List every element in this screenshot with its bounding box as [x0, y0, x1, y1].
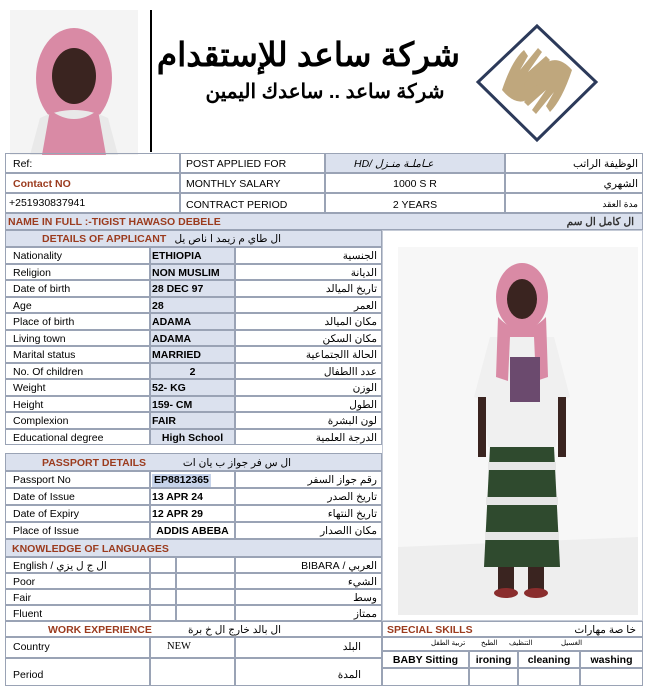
skill-ar-label: تربية الطفل: [431, 640, 466, 647]
passport-field-label: Passport No: [13, 474, 71, 486]
applicant-ar-cell: [235, 280, 382, 297]
language-check-cell: [176, 557, 235, 573]
applicant-ar-cell: [235, 346, 382, 363]
applicant-field-label-ar: مكان السكن: [322, 333, 377, 345]
applicant-value-cell: [150, 346, 235, 363]
company-slogan: شركة ساعد .. ساعدك اليمين: [205, 81, 445, 103]
applicant-field-value: NON MUSLIM: [152, 267, 220, 279]
applicant-label-cell: [5, 297, 150, 313]
applicant-ar-cell: [235, 247, 382, 264]
language-check-cell: [150, 557, 176, 573]
skill-cell: [518, 651, 580, 668]
skill-ar-label: الطبخ: [481, 640, 498, 647]
applicant-field-value: FAIR: [152, 415, 176, 427]
passport-section-title: PASSPORT DETAILS: [42, 457, 147, 469]
language-level-label: Poor: [13, 576, 36, 588]
applicant-label-cell: [5, 280, 150, 297]
post-value-cell: [325, 153, 505, 173]
passport-ar-cell: [235, 471, 382, 488]
post-label-ar-cell: [505, 153, 643, 173]
company-name: شركة ساعد للإستقدام: [156, 36, 460, 73]
language-label-cell: [5, 605, 150, 621]
post-label-cell: [180, 153, 325, 173]
passport-field-label-ar: تاريخ النتهاء: [327, 508, 377, 520]
passport-field-value: 13 APR 24: [152, 491, 203, 503]
applicant-field-label: Weight: [13, 382, 46, 394]
post-label: POST APPLIED FOR: [186, 158, 287, 170]
applicant-field-label: Complexion: [13, 415, 69, 427]
passport-field-value: 12 APR 29: [152, 508, 203, 520]
language-check-cell: [176, 589, 235, 605]
passport-section-header: [5, 453, 382, 471]
applicant-field-label: Marital status: [13, 349, 76, 361]
applicant-value-cell: [150, 379, 235, 396]
skill-ar-label: الغسيل: [561, 640, 583, 647]
applicant-value-cell: [150, 330, 235, 346]
applicant-field-label-ar: الوزن: [352, 382, 377, 394]
applicant-value-cell: [150, 313, 235, 330]
applicant-ar-cell: [235, 429, 382, 445]
contact-cell: [5, 173, 180, 193]
applicant-ar-cell: [235, 363, 382, 379]
language-check-cell: [150, 589, 176, 605]
applicant-field-value: MARRIED: [152, 349, 201, 361]
work-country-ar: البلد: [342, 641, 361, 653]
post-value: HD/ عـاملـة منـزل: [354, 158, 434, 170]
salary-label-ar: الشهري: [603, 178, 638, 190]
ref-label: Ref:: [13, 158, 33, 170]
applicant-label-cell: [5, 363, 150, 379]
skill-check-cell: [469, 668, 518, 686]
work-country-label: Country: [13, 641, 50, 653]
contact-label: Contact NO: [13, 178, 71, 190]
applicant-field-label: Height: [13, 399, 44, 411]
skill-label: cleaning: [527, 654, 571, 666]
period-value: 2 YEARS: [392, 199, 438, 211]
applicant-field-label-ar: الديانة: [350, 267, 377, 279]
applicant-value-cell: [150, 429, 235, 445]
passport-value-cell: [150, 505, 235, 522]
full-name-ar: ال كامل ال سم: [566, 216, 634, 228]
applicant-ar-cell: [235, 297, 382, 313]
passport-label-cell: [5, 522, 150, 539]
skill-label: BABY Sitting: [392, 654, 459, 666]
work-country-value: NEW: [167, 641, 191, 652]
salary-value: 1000 S R: [393, 178, 437, 190]
skills-section-title: SPECIAL SKILLS: [387, 624, 473, 636]
applicant-field-label: Religion: [13, 267, 51, 279]
work-period-ar: المدة: [337, 669, 361, 681]
work-section-header: [5, 621, 382, 637]
passport-field-label-ar: رقم جواز السفر: [307, 474, 377, 486]
language-level-label-ar: ممتاز: [353, 608, 377, 620]
language-check-cell: [150, 605, 176, 621]
phone-number: +251930837941: [9, 197, 86, 209]
applicant-field-value: High School: [161, 432, 224, 444]
skill-check-cell: [518, 668, 580, 686]
applicant-field-value: 28: [152, 300, 164, 312]
applicant-field-label-ar: عدد االطفال: [323, 366, 377, 378]
applicant-field-label-ar: تاريخ الميالد: [325, 283, 377, 295]
language-ar-cell: [235, 605, 382, 621]
applicant-field-label-ar: الجنسية: [342, 250, 377, 262]
applicant-label-cell: [5, 346, 150, 363]
language-check-cell: [176, 573, 235, 589]
applicant-field-label-ar: الحالة االجتماعية: [305, 349, 377, 361]
applicant-field-label-ar: الطول: [349, 399, 377, 411]
applicant-ar-cell: [235, 264, 382, 280]
language-label-cell: [5, 589, 150, 605]
skill-cell: [382, 651, 469, 668]
applicant-label-cell: [5, 429, 150, 445]
language-level-label-ar: وسط: [353, 592, 377, 604]
skill-ar-label: التنظيف: [509, 640, 533, 647]
language-ar-cell: [235, 589, 382, 605]
language-level-label: English / ال ج ل يزي: [13, 560, 107, 572]
applicant-label-cell: [5, 330, 150, 346]
skill-cell: [580, 651, 643, 668]
language-level-label: Fluent: [13, 608, 43, 620]
passport-ar-cell: [235, 522, 382, 539]
applicant-section-header: [5, 230, 382, 247]
applicant-field-label-ar: العمر: [353, 300, 377, 312]
passport-value-cell: [150, 522, 235, 539]
applicant-value-cell: [150, 363, 235, 379]
passport-label-cell: [5, 471, 150, 488]
passport-field-label: Place of Issue: [13, 525, 79, 537]
hands-logo-icon: [472, 20, 602, 145]
applicant-label-cell: [5, 379, 150, 396]
language-check-cell: [150, 573, 176, 589]
language-label-cell: [5, 573, 150, 589]
language-level-label-ar: الشيء: [347, 576, 377, 588]
language-label-cell: [5, 557, 150, 573]
applicant-field-value: 2: [189, 366, 196, 378]
salary-label: MONTHLY SALARY: [186, 178, 281, 190]
applicant-ar-cell: [235, 412, 382, 429]
applicant-value-cell: [150, 412, 235, 429]
work-country-value-cell: [150, 637, 235, 658]
applicant-ar-cell: [235, 330, 382, 346]
passport-value-cell: [150, 471, 235, 488]
language-check-cell: [176, 605, 235, 621]
applicant-section-title: DETAILS OF APPLICANT: [42, 233, 167, 245]
period-value-cell: [325, 193, 505, 213]
applicant-field-label: Educational degree: [13, 432, 104, 444]
applicant-field-value: ADAMA: [152, 333, 192, 345]
period-label-ar-cell: [505, 193, 643, 213]
work-section-title-ar: ال بالد خارج ال خ برة: [187, 624, 281, 636]
work-section-title: WORK EXPERIENCE: [48, 624, 152, 636]
applicant-field-value: ADAMA: [152, 316, 192, 328]
applicant-label-cell: [5, 264, 150, 280]
work-period-value-cell: [150, 658, 235, 686]
phone-cell: [5, 193, 180, 213]
header-divider: [150, 10, 152, 152]
applicant-value-cell: [150, 264, 235, 280]
salary-value-cell: [325, 173, 505, 193]
languages-section-header: [5, 539, 382, 557]
language-level-label: Fair: [13, 592, 32, 604]
applicant-section-title-ar: ال طاي م زيمد ا ناص يل: [174, 233, 281, 245]
salary-label-ar-cell: [505, 173, 643, 193]
applicant-label-cell: [5, 412, 150, 429]
applicant-field-label: Place of birth: [13, 316, 75, 328]
skills-section-title-ar: خا صة مهارات: [574, 624, 636, 636]
ref-cell: [5, 153, 180, 173]
salary-label-cell: [180, 173, 325, 193]
applicant-ar-cell: [235, 396, 382, 412]
applicant-ar-cell: [235, 379, 382, 396]
applicant-field-label-ar: الدرجة العلمية: [315, 432, 377, 444]
passport-field-label-ar: تاريخ الصدر: [327, 491, 377, 503]
applicant-field-label: Age: [13, 300, 32, 312]
skill-cell: [469, 651, 518, 668]
skill-check-cell: [382, 668, 469, 686]
applicant-value-cell: [150, 247, 235, 264]
applicant-field-label: No. Of children: [13, 366, 84, 378]
applicant-field-label: Date of birth: [13, 283, 71, 295]
applicant-field-label-ar: مكان الميالد: [324, 316, 377, 328]
work-country-ar-cell: [235, 637, 382, 658]
applicant-label-cell: [5, 396, 150, 412]
skill-label: washing: [590, 654, 633, 666]
languages-section-title: KNOWLEDGE OF LANGUAGES: [12, 543, 169, 555]
passport-value-cell: [150, 488, 235, 505]
applicant-label-cell: [5, 247, 150, 264]
applicant-field-value: ETHIOPIA: [152, 250, 202, 262]
work-period-ar-cell: [235, 658, 382, 686]
skill-check-cell: [580, 668, 643, 686]
passport-ar-cell: [235, 488, 382, 505]
applicant-value-cell: [150, 297, 235, 313]
applicant-field-label: Living town: [13, 333, 66, 345]
passport-ar-cell: [235, 505, 382, 522]
language-ar-cell: [235, 573, 382, 589]
skills-section-header: [382, 621, 643, 637]
applicant-value-cell: [150, 396, 235, 412]
post-label-ar: الوظيفة الراتب: [573, 158, 638, 170]
work-country-label-cell: [5, 637, 150, 658]
passport-field-value: ADDIS ABEBA: [156, 525, 229, 537]
applicant-value-cell: [150, 280, 235, 297]
skill-label: ironing: [475, 654, 512, 666]
work-period-label: Period: [13, 669, 44, 681]
passport-field-label: Date of Issue: [13, 491, 75, 503]
applicant-photo-full: [398, 247, 638, 615]
period-label-cell: [180, 193, 325, 213]
language-level-label-ar: العربي / BIBARA: [301, 560, 377, 572]
passport-section-title-ar: ال س فر جواز ب يان ات: [182, 457, 291, 469]
applicant-label-cell: [5, 313, 150, 330]
passport-field-value: EP8812365: [154, 474, 209, 486]
applicant-field-value: 28 DEC 97: [152, 283, 204, 295]
period-label: CONTRACT PERIOD: [186, 199, 288, 211]
passport-field-label: Date of Expiry: [13, 508, 79, 520]
applicant-photo-small: [10, 10, 138, 155]
passport-label-cell: [5, 488, 150, 505]
applicant-field-value: 159- CM: [152, 399, 193, 411]
applicant-ar-cell: [235, 313, 382, 330]
work-period-label-cell: [5, 658, 150, 686]
applicant-field-label-ar: لون البشرة: [327, 415, 377, 427]
full-name: NAME IN FULL :-TIGIST HAWASO DEBELE: [8, 216, 221, 228]
passport-field-label-ar: مكان االصدار: [320, 525, 377, 537]
applicant-field-value: 52- KG: [152, 382, 186, 394]
period-label-ar: مدة العقد: [602, 199, 638, 209]
passport-label-cell: [5, 505, 150, 522]
language-ar-cell: [235, 557, 382, 573]
name-row: [5, 213, 643, 230]
skills-ar-row: [382, 637, 643, 651]
applicant-field-label: Nationality: [13, 250, 63, 262]
